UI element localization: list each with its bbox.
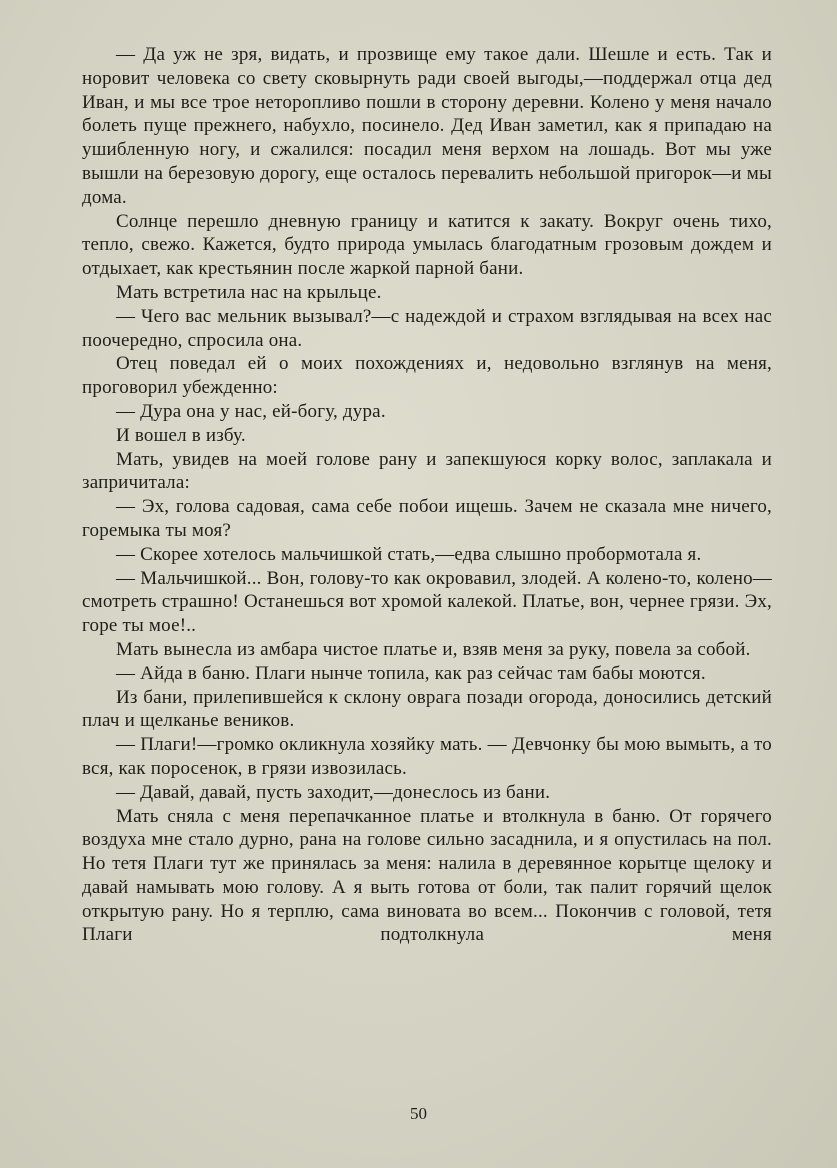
page-number: 50	[410, 1104, 427, 1123]
paragraph-2: Солнце перешло дневную границу и катится к закату. Вокруг очень тихо, тепло, свежо. Кажется, будто природа умылась благодатным грозовым дождем и отдыхает, как крестьянин после жаркой парной бани.	[82, 210, 772, 280]
paragraph-15: — Плаги!—громко окликнула хозяйку мать. — Девчонку бы мою вымыть, а то вся, как поросенок, в грязи извозилась.	[82, 734, 772, 779]
paragraph-10: — Скорее хотелось мальчишкой стать,—едва слышно пробормотала я.	[116, 543, 702, 565]
page-text	[82, 43, 772, 947]
paragraph-11: — Мальчишкой... Вон, голову-то как окровавил, злодей. А колено-то, колено—смотреть страшно! Останешься вот хромой калекой. Платье, вон, чернее грязи. Эх, горе ты мое!..	[82, 567, 772, 637]
paragraph-14: Из бани, прилепившейся к склону оврага позади огорода, доносились детский плач и щелканье веников.	[82, 686, 772, 732]
paragraph-6: — Дура она у нас, ей-богу, дура.	[116, 400, 386, 422]
paragraph-1: — Да уж не зря, видать, и прозвище ему такое дали. Шешле и есть. Так и норовит человека со свету сковырнуть ради своей выгоды,—поддержал отца дед Иван, и мы все трое неторопливо пошли в сторону деревни. Колено у меня начало болеть пуще прежнего, набухло, посинело. Дед Иван заметил, как я припадаю на ушибленную ногу, и сжалился: посадил меня верхом на лошадь. Вот мы уже вышли на березовую дорогу, еще осталось перевалить небольшой пригорок—и мы дома.	[82, 44, 772, 208]
paragraph-12: Мать вынесла из амбара чистое платье и, взяв меня за руку, повела за собой.	[116, 638, 751, 660]
paragraph-7: И вошел в избу.	[116, 424, 246, 446]
paragraph-5: Отец поведал ей о моих похождениях и, недовольно взглянув на меня, проговорил убежденно:	[82, 353, 772, 399]
paragraph-8: Мать, увидев на моей голове рану и запекшуюся корку волос, заплакала и запричитала:	[82, 448, 772, 494]
paragraph-16: — Давай, давай, пусть заходит,—донеслось из бани.	[116, 781, 551, 803]
paragraph-3: Мать встретила нас на крыльце.	[116, 281, 382, 303]
paragraph-17: Мать сняла с меня перепачканное платье и втолкнула в баню. От горячего воздуха мне стало дурно, рана на голове сильно засаднила, и я опустилась на пол. Но тетя Плаги тут же принялась за меня: налила в деревянное корытце щелоку и давай намывать мою голову. А я выть готова от боли, так палит горячий щелок открытую рану. Но я терплю, сама виновата во всем... Покончив с головой, тетя Плаги подтолкнула меня	[82, 805, 772, 946]
paragraph-9: — Эх, голова садовая, сама себе побои ищешь. Зачем не сказала мне ничего, горемыка ты моя?	[82, 496, 772, 541]
paragraph-4: — Чего вас мельник вызывал?—с надеждой и страхом взглядывая на всех нас поочередно, спросила она.	[82, 305, 772, 351]
paragraph-13: — Айда в баню. Плаги нынче топила, как раз сейчас там бабы моются.	[116, 662, 706, 684]
